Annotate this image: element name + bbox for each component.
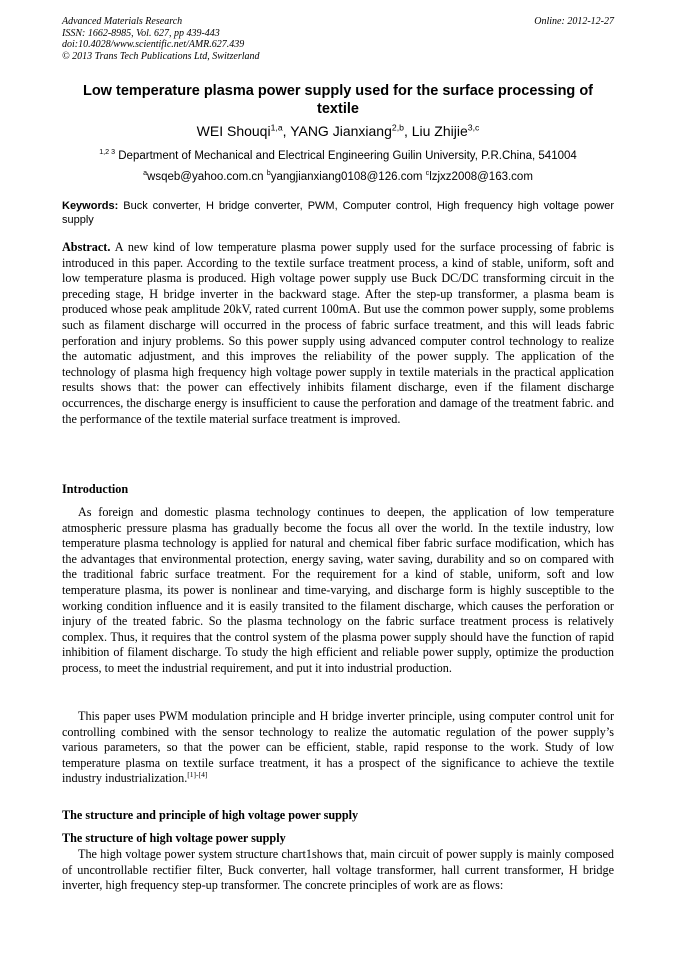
email-link[interactable]: wsqeb@yahoo.com.cn [147,171,264,183]
structure-paragraph-1: The high voltage power system structure chart1shows that, main circuit of power supply is mainly composed of uncontrollable rectifier filter, Buck converter, hall voltage transformer, hall current transformer, H bridge inverter, high frequency step-up transformer. The concrete principles of work are as flows: [62,847,614,893]
author-affil-marker: 3,c [467,122,480,133]
affiliation [62,149,614,163]
author-name: YANG Jianxiang [290,123,392,139]
journal-name: Advanced Materials Research [62,16,183,27]
author-affil-marker: 2,b [391,122,404,133]
abstract [62,240,614,427]
affiliation-marker: 1,2 3 [99,148,116,157]
copyright-line: © 2013 Trans Tech Publications Ltd, Switzerland [62,50,260,62]
doi-line: doi:10.4028/www.scientific.net/AMR.627.439 [62,39,245,50]
keywords [62,199,614,227]
online-date: Online: 2012-12-27 [534,16,614,27]
author-affil-marker: 1,a [270,122,283,133]
email-marker: c [425,169,430,178]
intro-paragraph-1: As foreign and domestic plasma technology continues to deepen, the application of low temperature atmospheric pressure plasma has gradually become the focus all over the world. In the textile industry, low temperature plasma technology is applied for natural and chemical fiber fabric surface modification, which has the advantages that environmental protection, energy saving, water saving, durability and so on compared with the traditional fabric surface treatment. For the requirement for a kind of stable, uniform, soft and low temperature plasma, its power is nonlinear and time-varying, and discharge form is highly susceptible to the working condition influence and it is easily transited to the filament discharge, which causes the perforation or injury of the treated fabric. So the plasma technology on the fabric surface treatment process is relatively complex. Thus, it requires that the control system of the plasma power supply should have the function of rapid inhibition of filament discharge. To study the high efficient and reliable power supply, optimize the production process, to meet the industrial requirement, and put it into industrial production. [62,505,614,675]
intro-paragraph-2-text: This paper uses PWM modulation principle and H bridge inverter principle, using computer control unit for controlling combined with the sensor technology to realize the automatic regulation of the power supply’s various parameters, so that the power can be efficient, stable, rapid response to the work. Study of low temperature plasma on textile surface treatment, it has a prospect of the significance to achieve the textile industry industrialization. [62,709,614,786]
author-list [62,122,614,140]
issn-line: ISSN: 1662-8985, Vol. 627, pp 439-443 [62,27,220,39]
author-name: WEI Shouqi [196,123,271,139]
keywords-label: Keywords: [62,200,119,212]
abstract-label: Abstract. [62,240,111,254]
author-separator: , [403,123,412,139]
journal-header [62,16,614,62]
email-link[interactable]: yangjianxiang0108@126.com [270,171,423,183]
affiliation-text: Department of Mechanical and Electrical Engineering Guilin University, P.R.China, 541004 [118,150,577,162]
intro-paragraph-2 [62,709,614,787]
keywords-text: Buck converter, H bridge converter, PWM, Computer control, High frequency high voltage power supply [62,200,614,226]
author-name: Liu Zhijie [411,123,468,139]
email-marker: a [143,169,148,178]
subsection-heading-structure: The structure of high voltage power supply [62,831,286,845]
abstract-text: A new kind of low temperature plasma power supply used for the surface processing of fabric is introduced in this paper. According to the textile surface treatment process, a kind of stable, uniform, soft and low temperature plasma is produced. High voltage power supply use Buck DC/DC transforming circuit in the preceding stage, H bridge inverter in the backward stage. After the step-up transformer, a plasma beam is produced whose peak amplitude 20kV, rated current 100mA. But use the common power supply, some problems such as filament discharge will occurred in the process of fabric surface treatment, and this will leads fabric perforation and injury problems. So this power supply using advanced computer control technology to realize the automatic adjustment, and this improves the reliability of the power supply. The application of the technology of plasma high frequency high voltage power supply in textile materials in the practical application results shows that: the power can effectively inhibits filament discharge, even if the filament discharge occurrences, the discharge energy is insufficient to cause the perforation and damage of the treatment fabric. and the performance of the textile material surface treatment is improved. [62,240,615,426]
email-list [62,170,614,184]
section-heading-introduction: Introduction [62,482,129,496]
paper-title: Low temperature plasma power supply used for the surface processing of textile [82,83,594,117]
section-heading-structure: The structure and principle of high voltage power supply [62,808,359,822]
citation-marker[interactable]: [1]-[4] [187,770,208,780]
email-link[interactable]: lzjxz2008@163.com [429,171,533,183]
author-separator: , [282,123,291,139]
email-marker: b [266,169,271,178]
